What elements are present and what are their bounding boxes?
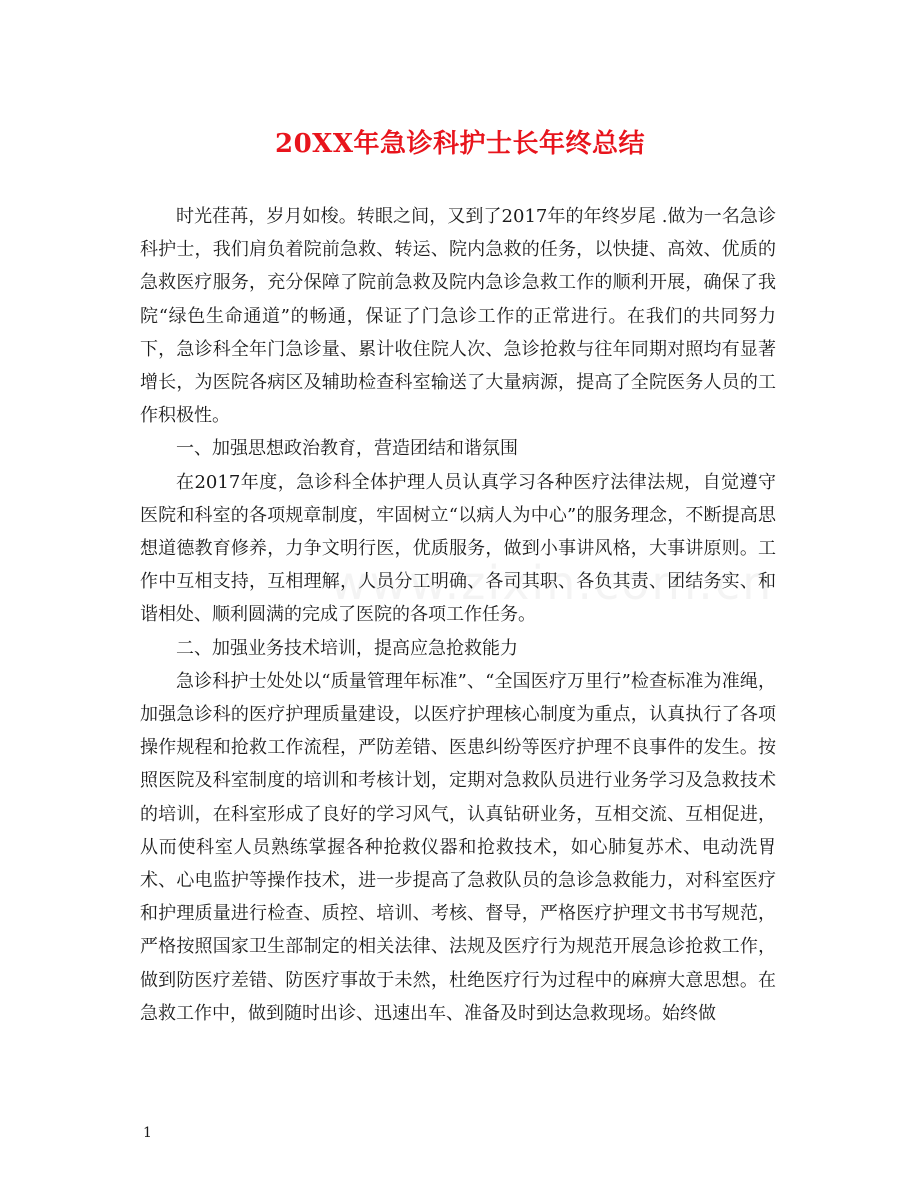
page-number: 1	[143, 1125, 152, 1141]
section-heading-1: 一、加强思想政治教育，营造团结和谐氛围	[176, 438, 518, 460]
document-title: 20XX年急诊科护士长年终总结	[274, 129, 646, 159]
section-heading-2: 二、加强业务技术培训，提高应急抢救能力	[176, 637, 518, 659]
document-body	[140, 200, 776, 1030]
paragraph-intro: 时光荏苒，岁月如梭。转眼之间，又到了2017年的年终岁尾 .做为一名急诊科护士，我们肩负着院前急救、转运、院内急救的任务，以快捷、高效、优质的急救医疗服务，充分保障了院前急救及院内急诊急救工作的顺利开展，确保了我院“绿色生命通道”的畅通，保证了门急诊工作的正常进行。在我们的共同努力下，急诊科全年门急诊量、累计收住院人次、急诊抢救与往年同期对照均有显著增长，为医院各病区及辅助检查科室输送了大量病源，提高了全院医务人员的工作积极性。	[140, 206, 776, 427]
paragraph-section-1: 在2017年度，急诊科全体护理人员认真学习各种医疗法律法规，自觉遵守医院和科室的各项规章制度，牢固树立“以病人为中心”的服务理念，不断提高思想道德教育修养，力争文明行医，优质服务，做到小事讲风格，大事讲原则。工作中互相支持，互相理解，人员分工明确、各司其职、各负其责、团结务实、和谐相处、顺利圆满的完成了医院的各项工作任务。	[140, 471, 776, 626]
paragraph-section-2: 急诊科护士处处以“质量管理年标准”、“全国医疗万里行”检查标准为准绳，加强急诊科的医疗护理质量建设，以医疗护理核心制度为重点，认真执行了各项操作规程和抢救工作流程，严防差错、医患纠纷等医疗护理不良事件的发生。按照医院及科室制度的培训和考核计划，定期对急救队员进行业务学习及急救技术的培训，在科室形成了良好的学习风气，认真钻研业务，互相交流、互相促进，从而使科室人员熟练掌握各种抢救仪器和抢救技术，如心肺复苏术、电动洗胃术、心电监护等操作技术，进一步提高了急救队员的急诊急救能力，对科室医疗和护理质量进行检查、质控、培训、考核、督导，严格医疗护理文书书写规范，严格按照国家卫生部制定的相关法律、法规及医疗行为规范开展急诊抢救工作，做到防医疗差错、防医疗事故于未然，杜绝医疗行为过程中的麻痹大意思想。在急救工作中，做到随时出诊、迅速出车、准备及时到达急救现场。始终做	[140, 670, 776, 1024]
